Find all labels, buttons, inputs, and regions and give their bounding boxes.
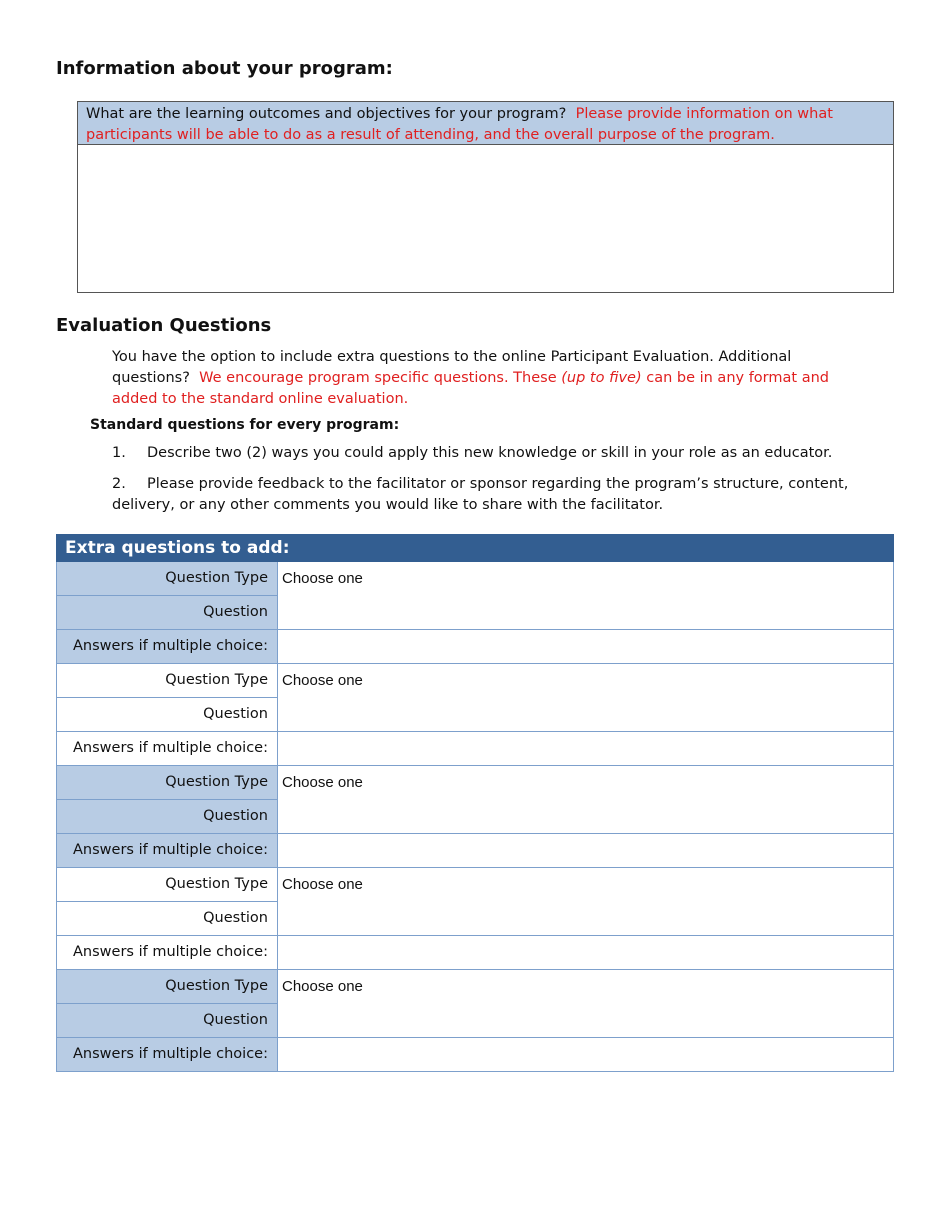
extra-questions-header: Extra questions to add: bbox=[56, 534, 894, 562]
answers-row bbox=[56, 630, 894, 664]
evaluation-heading: Evaluation Questions bbox=[56, 315, 272, 336]
answers-label: Answers if multiple choice: bbox=[56, 732, 278, 766]
question-input[interactable] bbox=[278, 902, 894, 936]
question-type-row bbox=[56, 766, 894, 800]
standard-questions-heading: Standard questions for every program: bbox=[90, 417, 400, 433]
program-info-heading: Information about your program: bbox=[56, 58, 393, 79]
question-label: Question bbox=[56, 596, 278, 630]
question-input[interactable] bbox=[278, 1004, 894, 1038]
question-type-label: Question Type bbox=[56, 970, 278, 1004]
evaluation-encourage-text: We encourage program specific questions. These bbox=[199, 370, 557, 386]
question-label: Question bbox=[56, 698, 278, 732]
outcomes-prompt bbox=[78, 102, 893, 145]
question-row bbox=[56, 902, 894, 936]
answers-row bbox=[56, 936, 894, 970]
answers-input[interactable] bbox=[278, 630, 894, 664]
question-type-label: Question Type bbox=[56, 562, 278, 596]
evaluation-up-to-five: (up to five) bbox=[561, 370, 642, 386]
question-input[interactable] bbox=[278, 800, 894, 834]
question-type-row bbox=[56, 664, 894, 698]
answers-input[interactable] bbox=[278, 834, 894, 868]
outcomes-box bbox=[77, 101, 894, 293]
question-type-select[interactable]: Choose one bbox=[278, 562, 894, 596]
question-label: Question bbox=[56, 800, 278, 834]
question-type-label: Question Type bbox=[56, 868, 278, 902]
standard-question-text: Describe two (2) ways you could apply this new knowledge or skill in your role as an educator. bbox=[147, 445, 833, 461]
question-row bbox=[56, 800, 894, 834]
question-row bbox=[56, 1004, 894, 1038]
question-row bbox=[56, 698, 894, 732]
answers-row bbox=[56, 1038, 894, 1072]
question-type-label: Question Type bbox=[56, 664, 278, 698]
question-type-label: Question Type bbox=[56, 766, 278, 800]
outcomes-prompt-question: What are the learning outcomes and objectives for your program? bbox=[86, 106, 567, 122]
standard-question-1 bbox=[112, 443, 882, 464]
answers-input[interactable] bbox=[278, 936, 894, 970]
answers-input[interactable] bbox=[278, 732, 894, 766]
question-type-select[interactable]: Choose one bbox=[278, 970, 894, 1004]
question-type-select[interactable]: Choose one bbox=[278, 868, 894, 902]
question-input[interactable] bbox=[278, 698, 894, 732]
answers-label: Answers if multiple choice: bbox=[56, 936, 278, 970]
answers-input[interactable] bbox=[278, 1038, 894, 1072]
standard-question-number: 2. bbox=[112, 476, 126, 492]
question-type-row bbox=[56, 868, 894, 902]
extra-questions-table bbox=[56, 534, 894, 1072]
question-type-row bbox=[56, 970, 894, 1004]
answers-label: Answers if multiple choice: bbox=[56, 1038, 278, 1072]
evaluation-intro bbox=[112, 347, 872, 410]
standard-question-text: Please provide feedback to the facilitator or sponsor regarding the program’s structure, content, delivery, or any other comments you would like to share with the facilitator. bbox=[112, 476, 849, 513]
evaluation-format-text: can be in any format and added to the standard online evaluation. bbox=[112, 370, 829, 407]
standard-question-2 bbox=[112, 474, 882, 516]
evaluation-intro-text: You have the option to include extra questions to the online Participant Evaluation. Additional questions? bbox=[112, 349, 792, 386]
question-input[interactable] bbox=[278, 596, 894, 630]
answers-row bbox=[56, 834, 894, 868]
outcomes-prompt-instructions: Please provide information on what participants will be able to do as a result of attending, and the overall purpose of the program. bbox=[86, 106, 833, 143]
question-label: Question bbox=[56, 1004, 278, 1038]
question-type-select[interactable]: Choose one bbox=[278, 664, 894, 698]
answers-label: Answers if multiple choice: bbox=[56, 834, 278, 868]
question-label: Question bbox=[56, 902, 278, 936]
answers-label: Answers if multiple choice: bbox=[56, 630, 278, 664]
question-type-select[interactable]: Choose one bbox=[278, 766, 894, 800]
answers-row bbox=[56, 732, 894, 766]
question-type-row bbox=[56, 562, 894, 596]
outcomes-answer-field[interactable] bbox=[78, 145, 893, 295]
standard-question-number: 1. bbox=[112, 445, 126, 461]
question-row bbox=[56, 596, 894, 630]
